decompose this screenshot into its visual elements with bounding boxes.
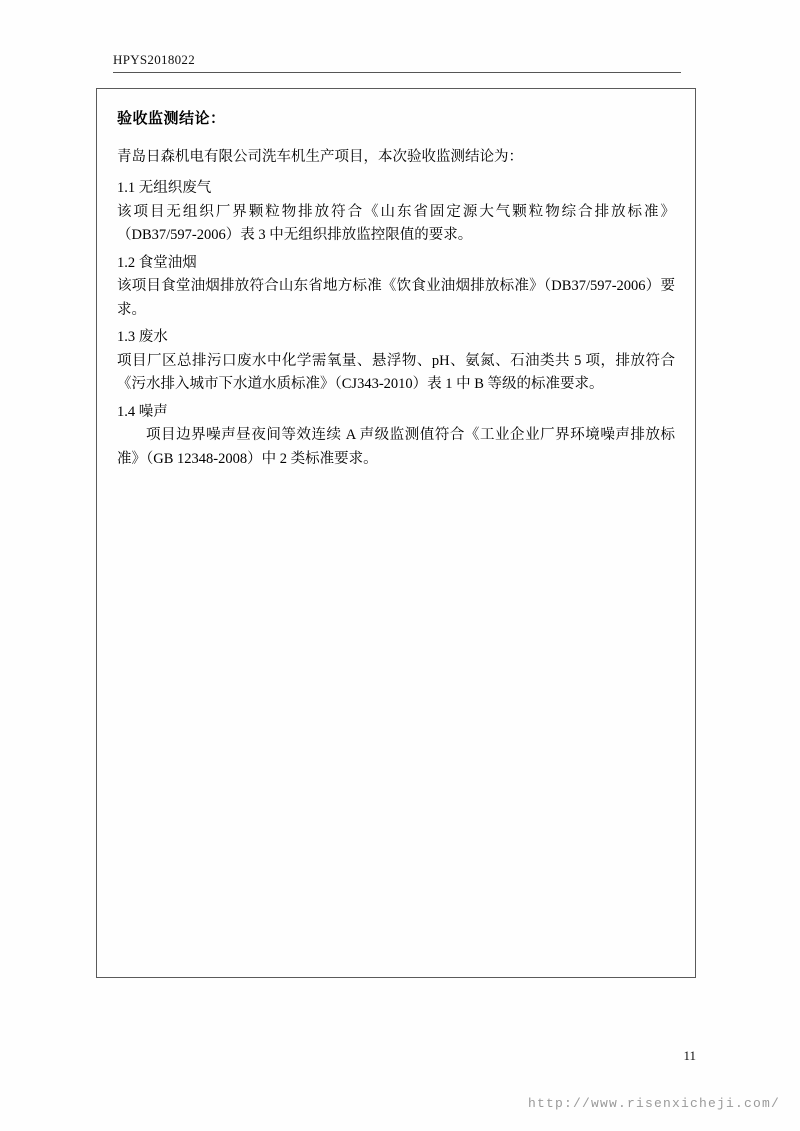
item-text-1: 该项目无组织厂界颗粒物排放符合《山东省固定源大气颗粒物综合排放标准》（DB37/597-2006）表 3 中无组织排放监控限值的要求。: [117, 203, 675, 244]
watermark-url: http://www.risenxicheji.com/: [527, 1096, 780, 1111]
section-title: 验收监测结论：: [117, 110, 226, 127]
item-heading-4: 1.4 噪声: [117, 403, 168, 420]
item-text-4: 项目边界噪声昼夜间等效连续 A 声级监测值符合《工业企业厂界环境噪声排放标准》（GB 12348-2008）中 2 类标准要求。: [117, 427, 675, 467]
item-heading-1: 1.1 无组织废气: [117, 180, 212, 197]
item-heading-2: 1.2 食堂油烟: [117, 254, 197, 271]
item-text-2: 该项目食堂油烟排放符合山东省地方标准《饮食业油烟排放标准》（DB37/597-2006）要求。: [117, 278, 675, 318]
page-number: 11: [683, 1048, 696, 1063]
item-text-3: 项目厂区总排污口废水中化学需氧量、悬浮物、pH、氨氮、石油类共 5 项，排放符合《污水排入城市下水道水质标准》（CJ343-2010）表 1 中 B 等级的标准要求。: [117, 352, 675, 393]
content-box: [96, 88, 696, 978]
lead-paragraph: 青岛日森机电有限公司洗车机生产项目，本次验收监测结论为：: [117, 149, 523, 165]
document-header-code: HPYS2018022: [113, 52, 681, 73]
item-heading-3: 1.3 废水: [117, 329, 168, 346]
